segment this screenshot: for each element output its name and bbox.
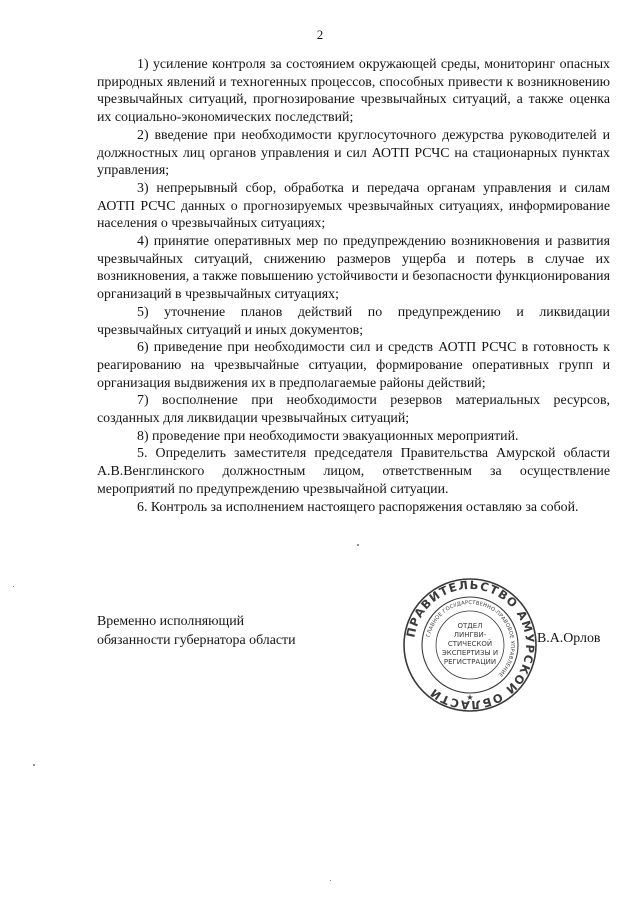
seal-center-line-5: РЕГИСТРАЦИИ bbox=[443, 658, 497, 666]
paragraph-5: 5) уточнение планов действий по предупреждению и ликвидации чрезвычайных ситуаций и иных документов; bbox=[97, 304, 610, 338]
signer-title-line-2: обязанности губернатора области bbox=[97, 633, 296, 648]
seal-outer-text-path: ПРАВИТЕЛЬСТВО АМУРСКОЙ ОБЛАСТИ bbox=[403, 577, 538, 713]
seal-graphic bbox=[401, 576, 539, 714]
paragraph-2: 2) введение при необходимости круглосуточного дежурства руководителей и должностных лиц органов управления и сил АОТП РСЧС на стационарных пунктах управления; bbox=[97, 127, 610, 179]
scan-speck bbox=[330, 880, 331, 881]
seal-center-line-2: ЛИНГВИ- bbox=[453, 631, 487, 639]
seal-center-line-3: СТИЧЕСКОЙ bbox=[447, 640, 493, 648]
page-number: 2 bbox=[316, 27, 324, 42]
signer-name: В.А.Орлов bbox=[537, 631, 601, 646]
paragraph-4: 4) принятие оперативных мер по предупреждению возникновения и развития чрезвычайных ситуаций, снижению размеров ущерба и потерь в случае их возникновения, а также повышению устойчивости и безопасности функционирования организаций в чрезвычайных ситуациях; bbox=[97, 234, 610, 303]
paragraph-3: 3) непрерывный сбор, обработка и передача органам управления и силам АОТП РСЧС данных о прогнозируемых чрезвычайных ситуациях, информирование населения о чрезвычайных ситуациях; bbox=[97, 180, 610, 232]
seal-center-line-4: ЭКСПЕРТИЗЫ И bbox=[441, 649, 499, 657]
paragraph-6: 6) приведение при необходимости сил и средств АОТП РСЧС в готовность к реагированию на чрезвычайные ситуации, формирование оперативных групп и организация выдвижения их в предполагаемые районы действий; bbox=[97, 340, 610, 391]
paragraph-7: 7) восполнение при необходимости резервов материальных ресурсов, созданных для ликвидации чрезвычайных ситуаций; bbox=[97, 393, 610, 427]
scan-speck bbox=[13, 586, 14, 587]
scan-speck bbox=[33, 764, 35, 766]
paragraph-1: 1) усиление контроля за состоянием окружающей среды, мониторинг опасных природных явлений и техногенных процессов, способных привести к возникновению чрезвычайных ситуаций, прогнозирование чрезвычайных ситуаций, а также оценка их социально-экономических последствий; bbox=[97, 57, 610, 126]
document-body bbox=[97, 56, 610, 516]
paragraph-item-5: 5. Определить заместителя председателя Правительства Амурской области А.В.Венглинского должностным лицом, ответственным за осуществление мероприятий по предупреждению чрезвычайной ситуации. bbox=[97, 446, 610, 497]
seal-star-icon: ★ bbox=[466, 693, 474, 702]
seal-center-line-1: ОТДЕЛ bbox=[457, 622, 483, 630]
official-seal bbox=[401, 576, 539, 714]
seal-inner-text-path: ГЛАВНОЕ ГОСУДАРСТВЕННО-ПРАВОВОЕ УПРАВЛЕНИЕ bbox=[425, 599, 516, 678]
signer-title bbox=[97, 612, 296, 650]
paragraph-item-6: 6. Контроль за исполнением настоящего распоряжения оставляю за собой. bbox=[137, 499, 579, 515]
signer-title-line-1: Временно исполняющий bbox=[97, 614, 245, 629]
paragraph-8: 8) проведение при необходимости эвакуационных мероприятий. bbox=[137, 428, 519, 444]
scan-speck bbox=[357, 544, 359, 546]
